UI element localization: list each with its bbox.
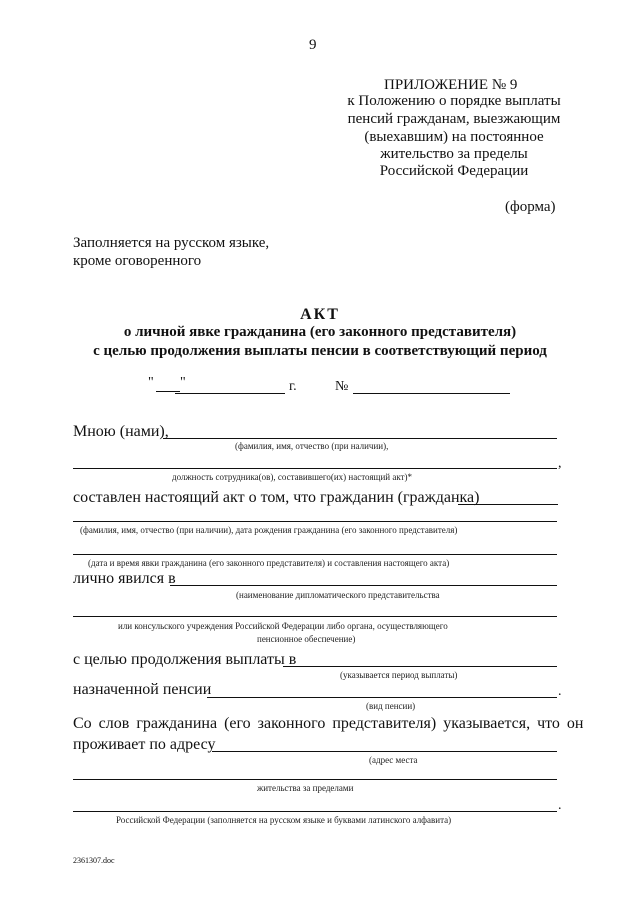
citizen-field-start[interactable] — [458, 504, 558, 505]
citizen-words: Со слов гражданина (его законного представителя) указывается, что он — [73, 715, 584, 732]
footer-file-name: 2361307.doc — [73, 856, 115, 865]
form-label: (форма) — [505, 199, 556, 215]
appendix-line: к Положению о порядке выплаты — [347, 93, 561, 109]
act-title: АКТ — [300, 306, 340, 323]
number-sign: № — [335, 379, 349, 394]
number-field[interactable] — [353, 393, 510, 394]
period-caption: (указывается период выплаты) — [340, 670, 458, 680]
period-end: . — [558, 684, 562, 699]
appendix-line: Российской Федерации — [379, 163, 529, 179]
appendix-line: пенсий гражданам, выезжающим — [347, 111, 561, 127]
act-subtitle: о личной явке гражданина (его законного представителя) — [123, 324, 517, 340]
language-note: Заполняется на русском языке, — [73, 235, 270, 251]
trailing-comma: , — [558, 456, 562, 471]
appendix-line: (выехавшим) на постоянное — [364, 129, 544, 145]
act-composed-label: составлен настоящий акт о том, что гражданин (гражданка) — [73, 489, 480, 506]
day-field[interactable] — [156, 391, 180, 392]
diplomatic-caption: (наименование дипломатического представительства — [236, 590, 440, 600]
period-field[interactable] — [283, 666, 557, 667]
citizen-field[interactable] — [73, 521, 557, 522]
by-me-caption: (фамилия, имя, отчество (при наличии), — [235, 441, 389, 451]
consular-caption: или консульского учреждения Российской Федерации либо органа, осуществляющего — [118, 621, 448, 631]
pension-type-caption: (вид пенсии) — [366, 701, 416, 711]
consular-field[interactable] — [73, 616, 557, 617]
residence-caption: жительства за пределами — [257, 783, 354, 793]
appendix-line: жительство за пределы — [380, 146, 528, 162]
by-me-field[interactable] — [163, 438, 557, 439]
date-time-field[interactable] — [73, 554, 557, 555]
pension-type-field[interactable] — [207, 697, 557, 698]
date-time-caption: (дата и время явки гражданина (его законного представителя) и составления настоящего акта) — [88, 558, 450, 568]
assigned-pension-label: назначенной пенсии — [73, 681, 212, 698]
by-me-label: Мною (нами), — [73, 423, 169, 440]
year-suffix: г. — [289, 379, 297, 394]
appendix-title: ПРИЛОЖЕНИЕ № 9 — [384, 77, 518, 93]
purpose-label: с целью продолжения выплаты в — [73, 651, 297, 668]
final-dot: . — [558, 798, 562, 813]
address-field-line-2[interactable] — [73, 779, 557, 780]
language-note: кроме оговоренного — [73, 253, 202, 269]
rf-caption: Российской Федерации (заполняется на русском языке и буквами латинского алфавита) — [116, 815, 452, 825]
position-caption: должность сотрудника(ов), составившего(их) настоящий акт)* — [172, 472, 413, 482]
address-field-line-3[interactable] — [73, 811, 557, 812]
date-open-quote: " — [148, 375, 154, 390]
consular-caption: пенсионное обеспечение) — [257, 634, 356, 644]
act-subtitle: с целью продолжения выплаты пенсии в соответствующий период — [93, 343, 547, 359]
citizen-caption: (фамилия, имя, отчество (при наличии), дата рождения гражданина (его законного представителя) — [80, 525, 458, 535]
address-caption: (адрес места — [369, 755, 418, 765]
date-close-quote: " — [180, 375, 186, 390]
lives-at-label: проживает по адресу — [73, 736, 216, 753]
page-number: 9 — [309, 37, 317, 53]
address-field[interactable] — [212, 751, 557, 752]
month-field[interactable] — [175, 393, 285, 394]
appeared-in-field[interactable] — [170, 585, 557, 586]
position-field[interactable] — [73, 468, 557, 469]
appeared-in-label: лично явился в — [73, 570, 176, 587]
